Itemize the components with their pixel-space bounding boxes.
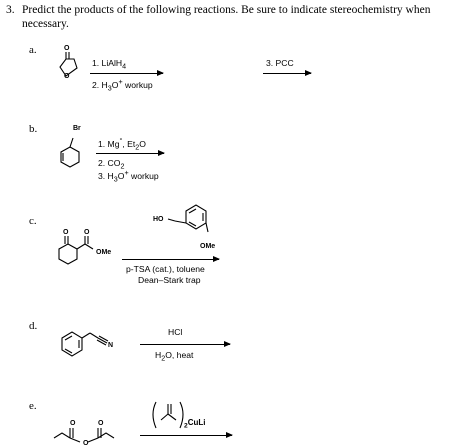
problem-e-label: e.: [29, 400, 37, 412]
reaction-arrow-c: [122, 259, 219, 260]
problem-e-reagent: $_2$CuLi: [184, 418, 206, 430]
problem-c-label: c.: [29, 215, 37, 227]
problem-c-condition-1: p-TSA (cat.), toluene: [126, 264, 205, 274]
problem-b-label: b.: [29, 123, 38, 135]
atom-o-ester-carbonyl: O: [84, 229, 90, 236]
atom-br: Br: [73, 125, 81, 132]
propanoic-anhydride-structure: [46, 410, 136, 448]
problem-d-condition: $H_2O$, heat: [155, 350, 194, 363]
problem-a-step-1: 1. LiAlH$_4$: [92, 58, 127, 71]
question-number: 3.: [6, 4, 15, 16]
problem-d-label: d.: [29, 320, 38, 332]
reaction-arrow-a: [90, 73, 163, 74]
problem-d-reagent: HCl: [168, 327, 183, 337]
atom-o-ring: O: [64, 73, 70, 80]
reaction-arrow-b: [96, 153, 164, 154]
problem-b-step-3: 3. $H_3O^+$ workup: [98, 169, 159, 184]
reaction-arrow-e: [140, 435, 232, 436]
atom-ho: HO: [153, 216, 164, 223]
problem-a-label: a.: [29, 44, 37, 56]
problem-b-step-2: 2. $CO_2$: [98, 158, 125, 171]
atom-ome-substrate: OMe: [96, 249, 112, 256]
reaction-arrow-d: [140, 344, 230, 345]
reaction-arrow-a2: [263, 73, 311, 74]
atom-o-carbonyl: O: [64, 45, 70, 52]
atom-o-anhydride-bridge: O: [83, 440, 89, 447]
atom-o-anhydride-c2: O: [98, 420, 104, 427]
question-line-2: necessary.: [22, 18, 69, 30]
gamma-butyrolactone-structure: [50, 48, 90, 90]
atom-ome-reagent: OMe: [200, 243, 216, 250]
phenylacetonitrile-structure: [48, 326, 128, 366]
atom-n: N: [108, 342, 114, 349]
problem-a-step-3: 3. PCC: [266, 58, 294, 68]
atom-o-ketone: O: [63, 229, 69, 236]
problem-c-condition-2: Dean–Stark trap: [138, 275, 201, 285]
bromomethylcyclohexene-structure: [50, 128, 90, 178]
atom-o-anhydride-c1: O: [70, 420, 76, 427]
problem-b-step-1: 1. Mg°, $Et_2O$: [98, 137, 146, 152]
problem-a-step-2: 2. $H_3O^+$ workup: [92, 78, 153, 93]
question-line-1: Predict the products of the following reactions. Be sure to indicate stereochemistry when: [22, 4, 431, 16]
